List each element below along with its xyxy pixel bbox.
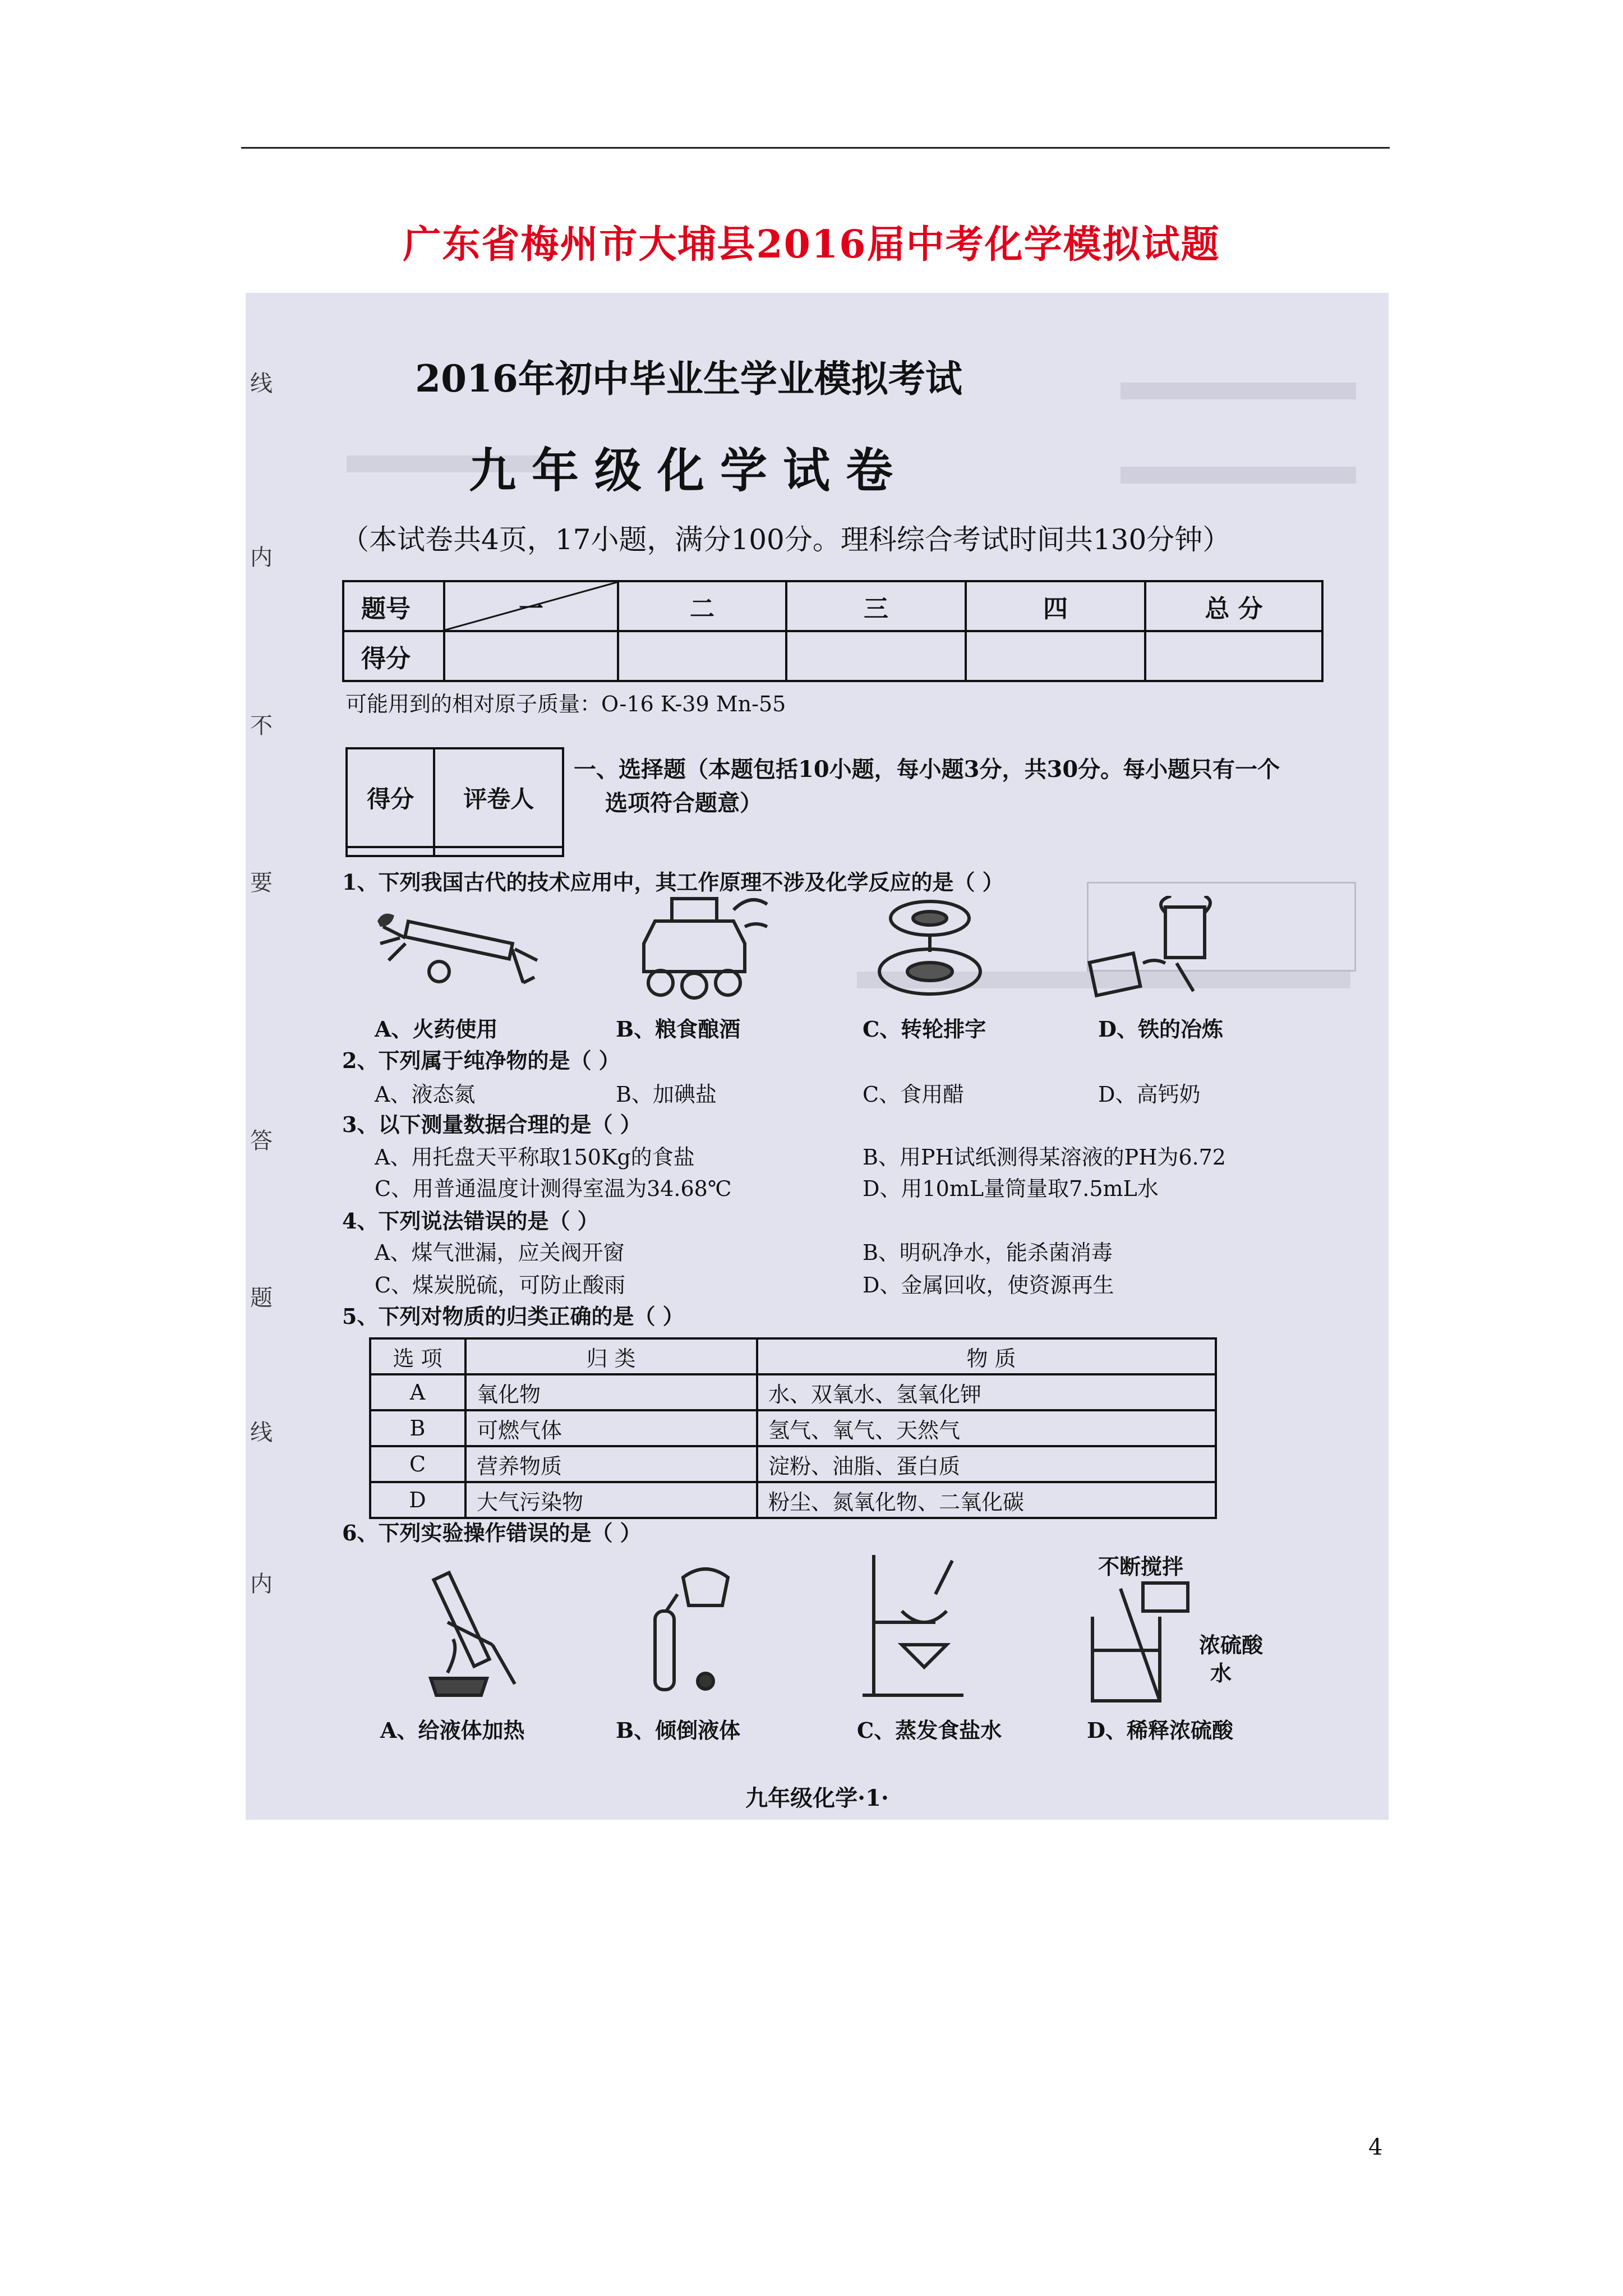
gunpowder-illustration bbox=[372, 904, 551, 1000]
option-text: A、液态氮 bbox=[375, 1082, 476, 1107]
grader-table bbox=[345, 747, 564, 857]
table-row bbox=[370, 1482, 1216, 1518]
scan-footer: 九年级化学·1· bbox=[745, 1785, 889, 1811]
table-cell: C bbox=[370, 1446, 465, 1482]
table-cell: 氢气、氧气、天然气 bbox=[757, 1410, 1216, 1446]
margin-char: 内 bbox=[250, 1571, 273, 1597]
option-text: C、用普通温度计测得室温为34.68℃ bbox=[375, 1176, 732, 1201]
table-header: 物 质 bbox=[757, 1338, 1216, 1374]
margin-char: 题 bbox=[250, 1285, 273, 1311]
dilution-label-stir: 不断搅拌 bbox=[1098, 1554, 1184, 1579]
option-text: B、加碘盐 bbox=[616, 1082, 717, 1107]
score-cell bbox=[1145, 631, 1322, 681]
table-cell: D bbox=[370, 1482, 465, 1518]
pouring-liquid-illustration bbox=[633, 1561, 745, 1695]
grader-cell bbox=[347, 847, 434, 856]
margin-char: 线 bbox=[250, 371, 273, 397]
question-4-stem: 4、下列说法错误的是（ ） bbox=[342, 1208, 599, 1234]
option-text: B、粮食酿酒 bbox=[616, 1016, 741, 1042]
margin-char: 内 bbox=[250, 545, 273, 570]
option-text: D、金属回收，使资源再生 bbox=[863, 1273, 1114, 1297]
table-row bbox=[370, 1446, 1216, 1482]
table-cell: 淀粉、油脂、蛋白质 bbox=[757, 1446, 1216, 1482]
table-header: 归 类 bbox=[465, 1338, 757, 1374]
score-table-label: 得分 bbox=[343, 631, 444, 681]
iron-smelting-illustration bbox=[1081, 896, 1227, 1008]
section-heading-line: 选项符合题意） bbox=[605, 790, 762, 816]
option-text: C、转轮排字 bbox=[863, 1016, 986, 1042]
section-heading-line: 一、选择题（本题包括10小题，每小题3分，共30分。每小题只有一个 bbox=[574, 756, 1280, 783]
score-table-header: 三 bbox=[786, 581, 966, 631]
score-table-header: 题号 bbox=[343, 581, 444, 631]
margin-char: 要 bbox=[250, 870, 273, 896]
table-cell: 可燃气体 bbox=[465, 1410, 757, 1446]
grader-header: 得分 bbox=[347, 748, 434, 847]
dilution-illustration bbox=[1087, 1566, 1193, 1706]
binding-margin bbox=[246, 293, 279, 1820]
dilution-label-acid: 浓硫酸 bbox=[1199, 1632, 1264, 1658]
score-table-header: 四 bbox=[966, 581, 1145, 631]
score-cell bbox=[966, 631, 1145, 681]
option-text: D、高钙奶 bbox=[1098, 1082, 1201, 1107]
table-header: 选 项 bbox=[370, 1338, 465, 1374]
option-text: C、蒸发食盐水 bbox=[857, 1718, 1002, 1743]
evaporation-illustration bbox=[851, 1549, 975, 1701]
scanned-exam-page bbox=[246, 293, 1389, 1820]
margin-char: 线 bbox=[250, 1420, 273, 1446]
exam-note: （本试卷共4页，17小题，满分100分。理科综合考试时间共130分钟） bbox=[341, 523, 1231, 556]
score-table-header: 总 分 bbox=[1145, 581, 1322, 631]
bleed-through bbox=[1121, 383, 1356, 399]
table-cell: 水、双氧水、氢氧化钾 bbox=[757, 1374, 1216, 1410]
score-cell bbox=[786, 631, 966, 681]
table-cell: 粉尘、氮氧化物、二氧化碳 bbox=[757, 1482, 1216, 1518]
option-text: D、稀释浓硫酸 bbox=[1087, 1718, 1233, 1743]
option-text: B、倾倒液体 bbox=[616, 1718, 741, 1743]
table-cell: 营养物质 bbox=[465, 1446, 757, 1482]
score-table-header: 一 bbox=[444, 581, 618, 631]
heating-liquid-illustration bbox=[414, 1555, 537, 1701]
type-wheel-illustration bbox=[868, 893, 992, 1005]
margin-char: 答 bbox=[250, 1128, 273, 1154]
question-5-stem: 5、下列对物质的归类正确的是（ ） bbox=[342, 1304, 684, 1329]
score-table-header: 二 bbox=[618, 581, 786, 631]
option-text: A、火药使用 bbox=[375, 1016, 498, 1042]
header-rule bbox=[241, 147, 1390, 149]
score-table bbox=[342, 580, 1324, 682]
grader-cell bbox=[434, 847, 563, 856]
exam-title: 2016年初中毕业生学业模拟考试 bbox=[415, 357, 962, 401]
question-3-stem: 3、以下测量数据合理的是（ ） bbox=[342, 1112, 642, 1137]
atomic-mass-note: 可能用到的相对原子质量：O-16 K-39 Mn-55 bbox=[345, 692, 786, 716]
page-number: 4 bbox=[1368, 2134, 1383, 2160]
grader-header: 评卷人 bbox=[434, 748, 563, 847]
table-cell: B bbox=[370, 1410, 465, 1446]
option-text: A、煤气泄漏，应关阀开窗 bbox=[375, 1240, 625, 1265]
dilution-label-water: 水 bbox=[1210, 1660, 1232, 1686]
option-text: B、用PH试纸测得某溶液的PH为6.72 bbox=[863, 1145, 1226, 1170]
question-1-stem: 1、下列我国古代的技术应用中，其工作原理不涉及化学反应的是（ ） bbox=[342, 869, 1004, 895]
option-text: D、用10mL量筒量取7.5mL水 bbox=[863, 1176, 1159, 1201]
score-cell bbox=[444, 631, 618, 681]
classification-table bbox=[369, 1337, 1217, 1519]
question-6-stem: 6、下列实验操作错误的是（ ） bbox=[342, 1520, 642, 1545]
option-text: C、食用醋 bbox=[863, 1082, 965, 1107]
option-text: A、用托盘天平称取150Kg的食盐 bbox=[375, 1145, 695, 1170]
table-cell: A bbox=[370, 1374, 465, 1410]
document-title: 广东省梅州市大埔县2016届中考化学模拟试题 bbox=[403, 222, 1220, 267]
margin-char: 不 bbox=[250, 713, 273, 739]
option-text: A、给液体加热 bbox=[380, 1718, 525, 1743]
section-heading bbox=[574, 753, 1280, 820]
bleed-through bbox=[1121, 467, 1356, 484]
option-text: C、煤炭脱硫，可防止酸雨 bbox=[375, 1273, 626, 1297]
score-cell bbox=[618, 631, 786, 681]
table-row bbox=[370, 1374, 1216, 1410]
option-text: B、明矾净水，能杀菌消毒 bbox=[863, 1240, 1113, 1265]
option-text: D、铁的冶炼 bbox=[1098, 1016, 1223, 1042]
brewing-illustration bbox=[633, 887, 778, 1000]
table-cell: 氧化物 bbox=[465, 1374, 757, 1410]
question-2-stem: 2、下列属于纯净物的是（ ） bbox=[342, 1048, 620, 1073]
table-cell: 大气污染物 bbox=[465, 1482, 757, 1518]
table-row bbox=[370, 1410, 1216, 1446]
paper-title: 九年级化学试卷 bbox=[468, 443, 909, 498]
